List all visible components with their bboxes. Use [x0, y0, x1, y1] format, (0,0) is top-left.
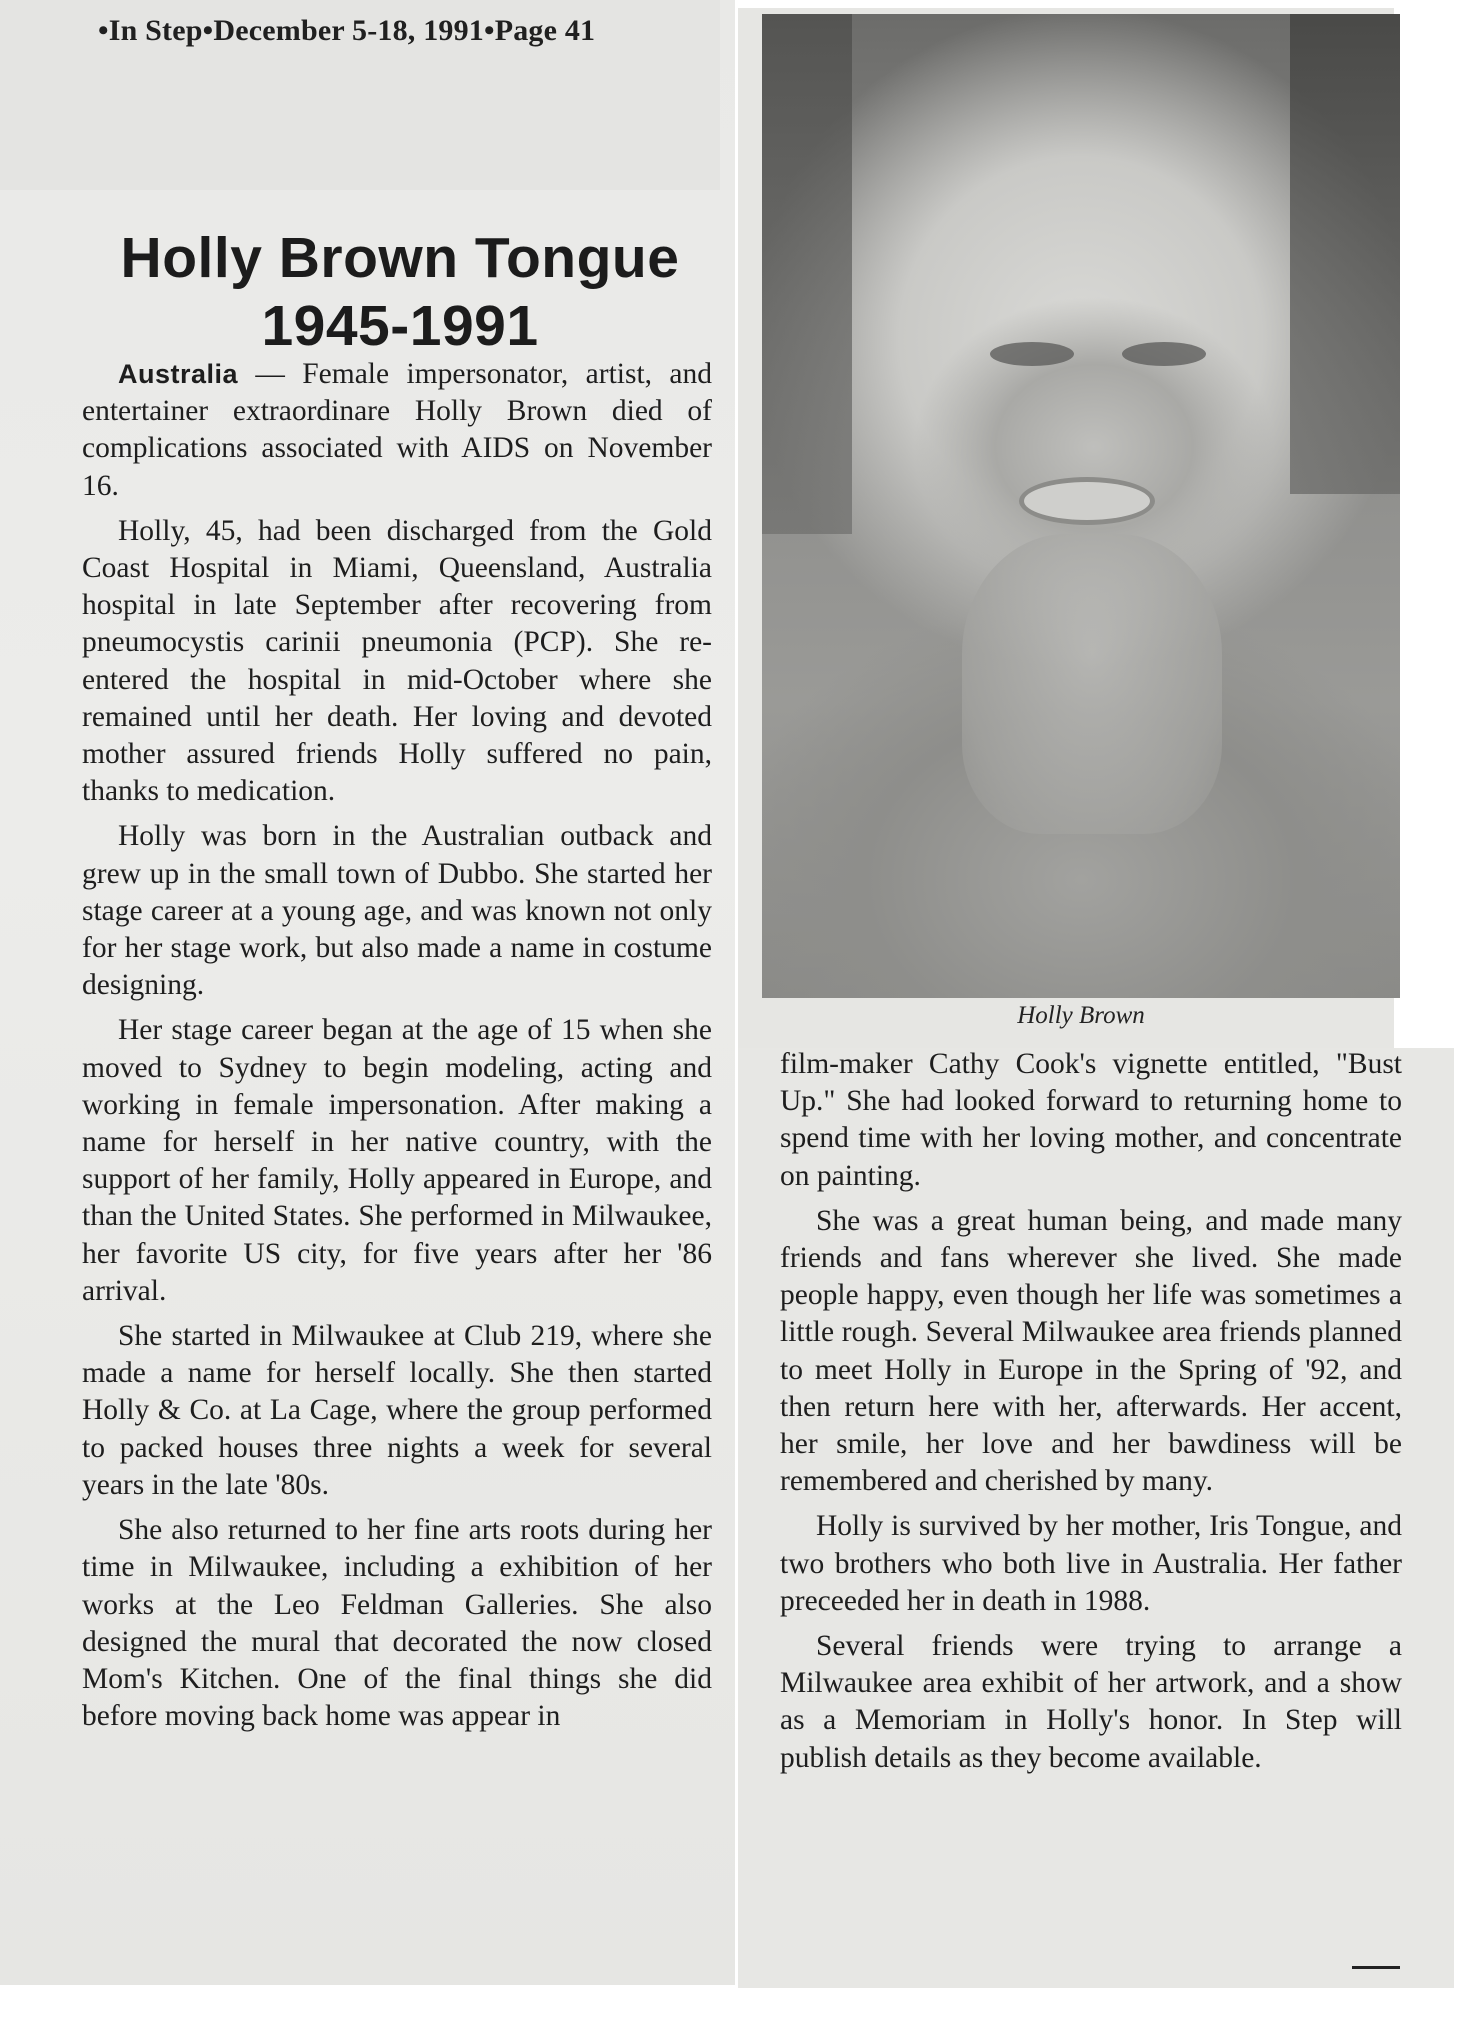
photo-shadow-right [1290, 14, 1400, 494]
body-paragraph: She also returned to her fine arts roots during her time in Milwaukee, including a exhibition of her works at the Leo Feldman Galleries. She also designed the mural that decorated the now closed Mom's Kitchen. One of the final things she did before moving back home was appear in [82, 1514, 712, 1733]
photo-lips [1024, 482, 1150, 520]
left-text-column [82, 356, 712, 1743]
body-paragraph: She started in Milwaukee at Club 219, where she made a name for herself locally. She then started Holly & Co. at La Cage, where the group performed to packed houses three nights a week for several years in the late '80s. [82, 1320, 712, 1501]
body-paragraph: Holly, 45, had been discharged from the Gold Coast Hospital in Miami, Queensland, Australia hospital in late September after recovering from pneumocystis carinii pneumonia (PCP). She re-entered the hospital in mid-October where she remained until her death. Her loving and devoted mother assured friends Holly suffered no pain, thanks to medication. [82, 514, 712, 808]
publication-header: •In Step•December 5-18, 1991•Page 41 [98, 14, 596, 47]
right-text-column [780, 1046, 1402, 1785]
body-paragraph: Holly was born in the Australian outback and grew up in the small town of Dubbo. She started her stage career at a young age, and was known not only for her stage work, but also made a name in costume designing. [82, 820, 712, 1002]
photo-caption: Holly Brown [1017, 1002, 1145, 1029]
lead-text: — Female impersonator, artist, and entertainer extraordinare Holly Brown died of complications associated with AIDS on November 16. [82, 358, 712, 502]
photo-left-eye [990, 342, 1074, 366]
headline-years: 1945-1991 [261, 294, 539, 358]
continued-paragraph: film-maker Cathy Cook's vignette entitled, "Bust Up." She had looked forward to returning home to spend time with her loving mother, and concentrate on painting. [780, 1048, 1402, 1192]
photo-hand [962, 534, 1222, 834]
body-paragraph: She was a great human being, and made many friends and fans wherever she lived. She made people happy, even though her life was sometimes a little rough. Several Milwaukee area friends planned to meet Holly in Europe in the Spring of '92, and then return here with her, afterwards. Her accent, her smile, her love and her bawdiness will be remembered and cherished by many. [780, 1204, 1402, 1498]
body-paragraph: Holly is survived by her mother, Iris Tongue, and two brothers who both live in Australia. Her father preceeded her in death in 1988. [780, 1510, 1402, 1617]
dateline: Australia [118, 359, 239, 389]
obituary-headline [80, 224, 720, 360]
end-of-article-rule [1352, 1966, 1400, 1969]
lead-paragraph [82, 356, 712, 505]
portrait-photo [762, 14, 1400, 998]
body-paragraph: Her stage career began at the age of 15 when she moved to Sydney to begin modeling, acting and working in female impersonation. After making a name for herself in her native country, with the support of her family, Holly appeared in Europe, and than the United States. She performed in Milwaukee, her favorite US city, for five years after her '86 arrival. [82, 1014, 712, 1307]
headline-name: Holly Brown Tongue [120, 226, 680, 290]
body-paragraph: Several friends were trying to arrange a Milwaukee area exhibit of her artwork, and a show as a Memoriam in Holly's honor. In Step will publish details as they become available. [780, 1630, 1402, 1774]
photo-right-eye [1122, 342, 1206, 366]
photo-shadow-left [762, 14, 852, 534]
